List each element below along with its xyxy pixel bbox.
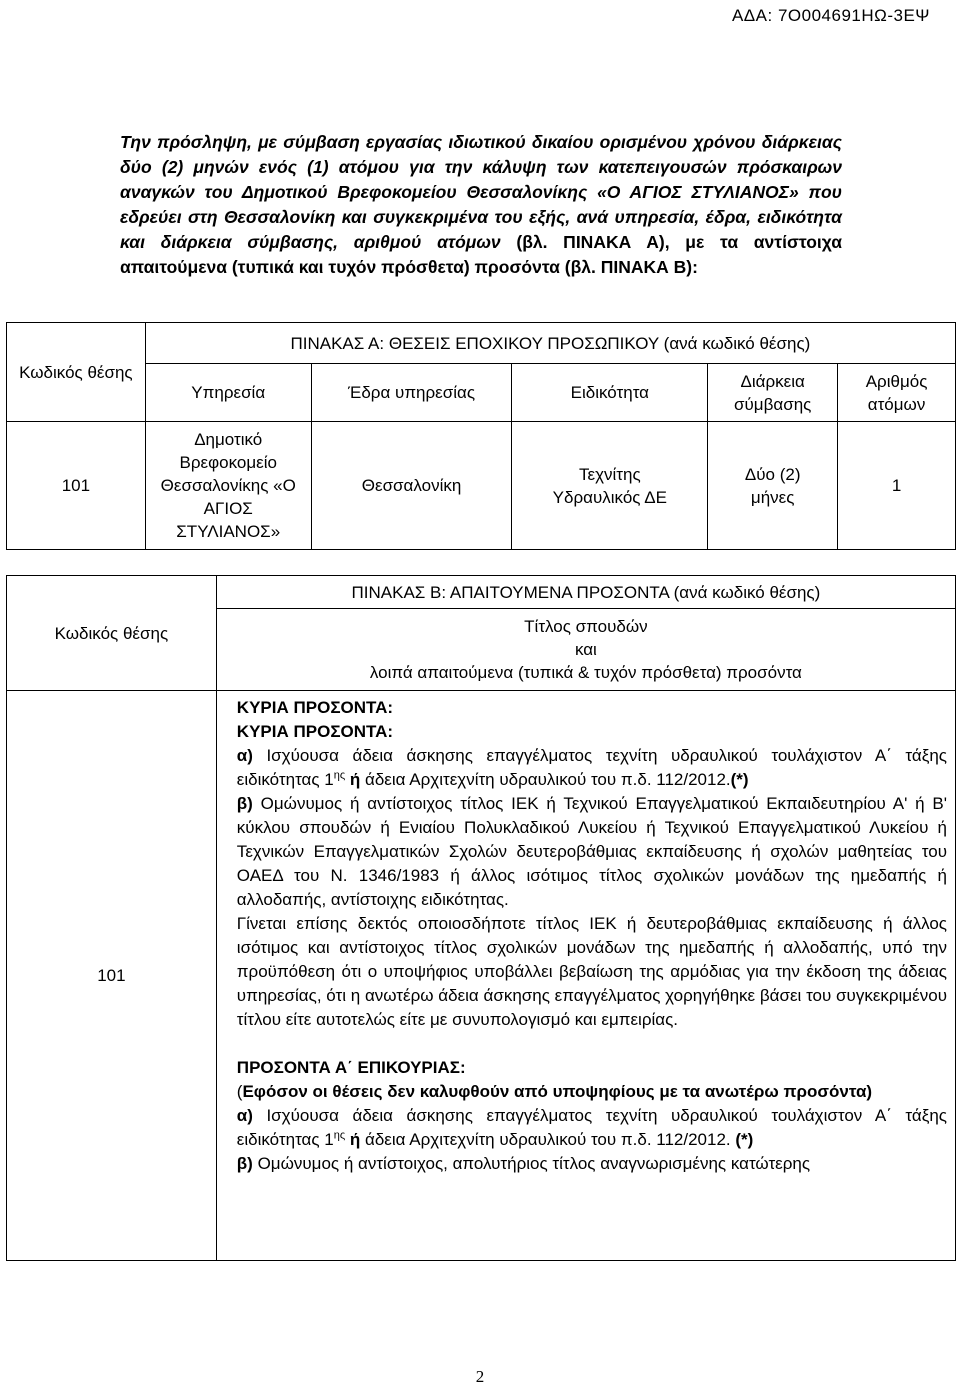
- aux-req-b-label: β): [236, 1154, 253, 1173]
- table-a-header-count: Αριθμός ατόμων: [838, 364, 956, 422]
- table-b-header-line2: και: [574, 640, 597, 659]
- aux-req-a-text: Ισχύουσα άδεια άσκησης επαγγέλματος τεχνίτη υδραυλικού τουλάχιστον Α΄ τάξης ειδικότητας 1: [236, 1106, 947, 1149]
- main-req-b-label: β): [236, 794, 253, 813]
- table-a-header-code: Κωδικός θέσης: [7, 323, 146, 422]
- table-b-header-line1: Τίτλος σπουδών: [524, 617, 648, 636]
- table-b-header-qualifications: [216, 609, 955, 691]
- table-b-title: ΠΙΝΑΚΑΣ Β: ΑΠΑΙΤΟΥΜΕΝΑ ΠΡΟΣΟΝΤΑ (ανά κωδικό θέσης): [216, 576, 955, 609]
- table-b-cell-code: 101: [7, 691, 217, 1261]
- table-a-cell-service: Δημοτικό Βρεφοκομείο Θεσσαλονίκης «Ο ΑΓΙΟΣ ΣΤΥΛΙΑΝΟΣ»: [145, 422, 311, 550]
- table-b-cell-qualifications: [216, 691, 955, 1261]
- aux-cond-paren: (: [236, 1082, 243, 1101]
- main-requirement-a: [237, 744, 947, 792]
- aux-req-a-star: (*): [735, 1130, 754, 1149]
- table-b-header-line3: λοιπά απαιτούμενα (τυπικά & τυχόν πρόσθετα) προσόντα: [369, 663, 802, 682]
- aux-requirement-a: [237, 1104, 947, 1152]
- intro-table-reference: (βλ. ΠΙΝΑΚΑ Α), με τα αντίστοιχα απαιτούμενα (τυπικά και τυχόν πρόσθετα) προσόντα (βλ. ΠΙΝΑΚΑ Β):: [120, 232, 842, 277]
- table-a-header-specialty: Ειδικότητα: [512, 364, 708, 422]
- equivalence-note: Γίνεται επίσης δεκτός οποιοσδήποτε τίτλος ΙΕΚ ή δευτεροβάθμιας εκπαίδευσης ή άλλος ισότιμος και αντίστοιχος τίτλος σχολικών μονάδων της ημεδαπής ή αλλοδαπής, υπό την προϋπόθεση ότι ο υποψήφιος υποβάλλει βεβαίωση της αρμόδιας για την έκδοση της άδειας υπηρεσίας, ότι η ανωτέρω άδεια άσκησης επαγγέλματος χορηγήθηκε βάσει του συγκεκριμένου τίτλου είτε αυτοτελώς είτε με συνυπολογισμό και εμπειρίας.: [236, 914, 947, 1029]
- main-req-a-sup: ης: [333, 769, 346, 782]
- table-a-cell-count: 1: [838, 422, 956, 550]
- intro-paragraph: [120, 130, 842, 280]
- aux-req-b-text: Ομώνυμος ή αντίστοιχος, απολυτήριος τίτλος αναγνωρισμένης κατώτερης: [252, 1154, 811, 1173]
- main-qualifications-heading-repeat: ΚΥΡΙΑ ΠΡΟΣΟΝΤΑ:: [236, 722, 394, 741]
- table-a-header-service: Υπηρεσία: [145, 364, 311, 422]
- main-req-a-text2: άδεια Αρχιτεχνίτη υδραυλικού του π.δ. 112/2012.: [360, 770, 731, 789]
- main-req-b-text: Ομώνυμος ή αντίστοιχος τίτλος ΙΕΚ ή Τεχνικού Επαγγελματικού Εκπαιδευτηρίου Α' ή Β' κύκλου σπουδών ή Ενιαίου Πολυκλαδικού Λυκείου ή Τεχνικού Επαγγελματικού Λυκείου ή Τεχνικών Επαγγελματικών Σχολών δευτεροβάθμιας εκπαίδευσης ή σχολών μαθητείας του ΟΑΕΔ του Ν. 1346/1983 ή άλλος ισότιμος τίτλος σχολικών μονάδων της ημεδαπής ή αλλοδαπής, αντίστοιχης ειδικότητας.: [236, 794, 947, 909]
- main-req-a-star: (*): [730, 770, 749, 789]
- table-a-header-duration: Διάρκεια σύμβασης: [708, 364, 838, 422]
- table-a-cell-code: 101: [7, 422, 146, 550]
- table-a-header-location: Έδρα υπηρεσίας: [311, 364, 512, 422]
- table-b: [6, 575, 956, 1261]
- table-a-title: ΠΙΝΑΚΑΣ Α: ΘΕΣΕΙΣ ΕΠΟΧΙΚΟΥ ΠΡΟΣΩΠΙΚΟΥ (ανά κωδικό θέσης): [145, 323, 955, 364]
- auxiliary-heading: ΠΡΟΣΟΝΤΑ Α΄ ΕΠΙΚΟΥΡΙΑΣ:: [236, 1058, 466, 1077]
- aux-req-a-text2: άδεια Αρχιτεχνίτη υδραυλικού του π.δ. 112/2012.: [360, 1130, 736, 1149]
- main-req-a-or: ή: [345, 770, 361, 789]
- aux-req-a-or: ή: [345, 1130, 361, 1149]
- intro-text: Την πρόσληψη, με σύμβαση εργασίας ιδιωτικού δικαίου ορισμένου χρόνου διάρκειας δύο (2) μηνών ενός (1) ατόμου για την κάλυψη των κατεπειγουσών πρόσκαιρων αναγκών του Δημοτικού Βρεφοκομείου Θεσσαλονίκης «Ο ΑΓΙΟΣ ΣΤΥΛΙΑΝΟΣ» που εδρεύει στη Θεσσαλονίκη και συγκεκριμένα του εξής, ανά υπηρεσία, έδρα, ειδικότητα και διάρκεια σύμβασης, αριθμού ατόμων: [120, 132, 842, 252]
- main-req-a-label: α): [236, 746, 253, 765]
- table-b-header-code: Κωδικός θέσης: [7, 576, 217, 691]
- main-qualifications-heading: ΚΥΡΙΑ ΠΡΟΣΟΝΤΑ:: [236, 698, 394, 717]
- table-a-cell-specialty: Τεχνίτης Υδραυλικός ΔΕ: [512, 422, 708, 550]
- table-a-cell-location: Θεσσαλονίκη: [311, 422, 512, 550]
- aux-req-a-sup: ης: [333, 1129, 346, 1142]
- page-number: 2: [475, 1367, 485, 1386]
- table-a: [6, 322, 956, 550]
- table-a-cell-duration: Δύο (2) μήνες: [708, 422, 838, 550]
- main-req-a-text: Ισχύουσα άδεια άσκησης επαγγέλματος τεχνίτη υδραυλικού τουλάχιστον Α΄ τάξης ειδικότητας 1: [236, 746, 947, 789]
- ada-code: ΑΔΑ: 7Ο004691ΗΩ-3ΕΨ: [731, 6, 930, 25]
- aux-req-a-label: α): [236, 1106, 253, 1125]
- aux-requirement-b: [237, 1152, 947, 1176]
- aux-cond-text: Εφόσον οι θέσεις δεν καλυφθούν από υποψηφίους με τα ανωτέρω προσόντα): [242, 1082, 873, 1101]
- auxiliary-condition: [237, 1080, 947, 1104]
- main-requirement-b: [237, 792, 947, 912]
